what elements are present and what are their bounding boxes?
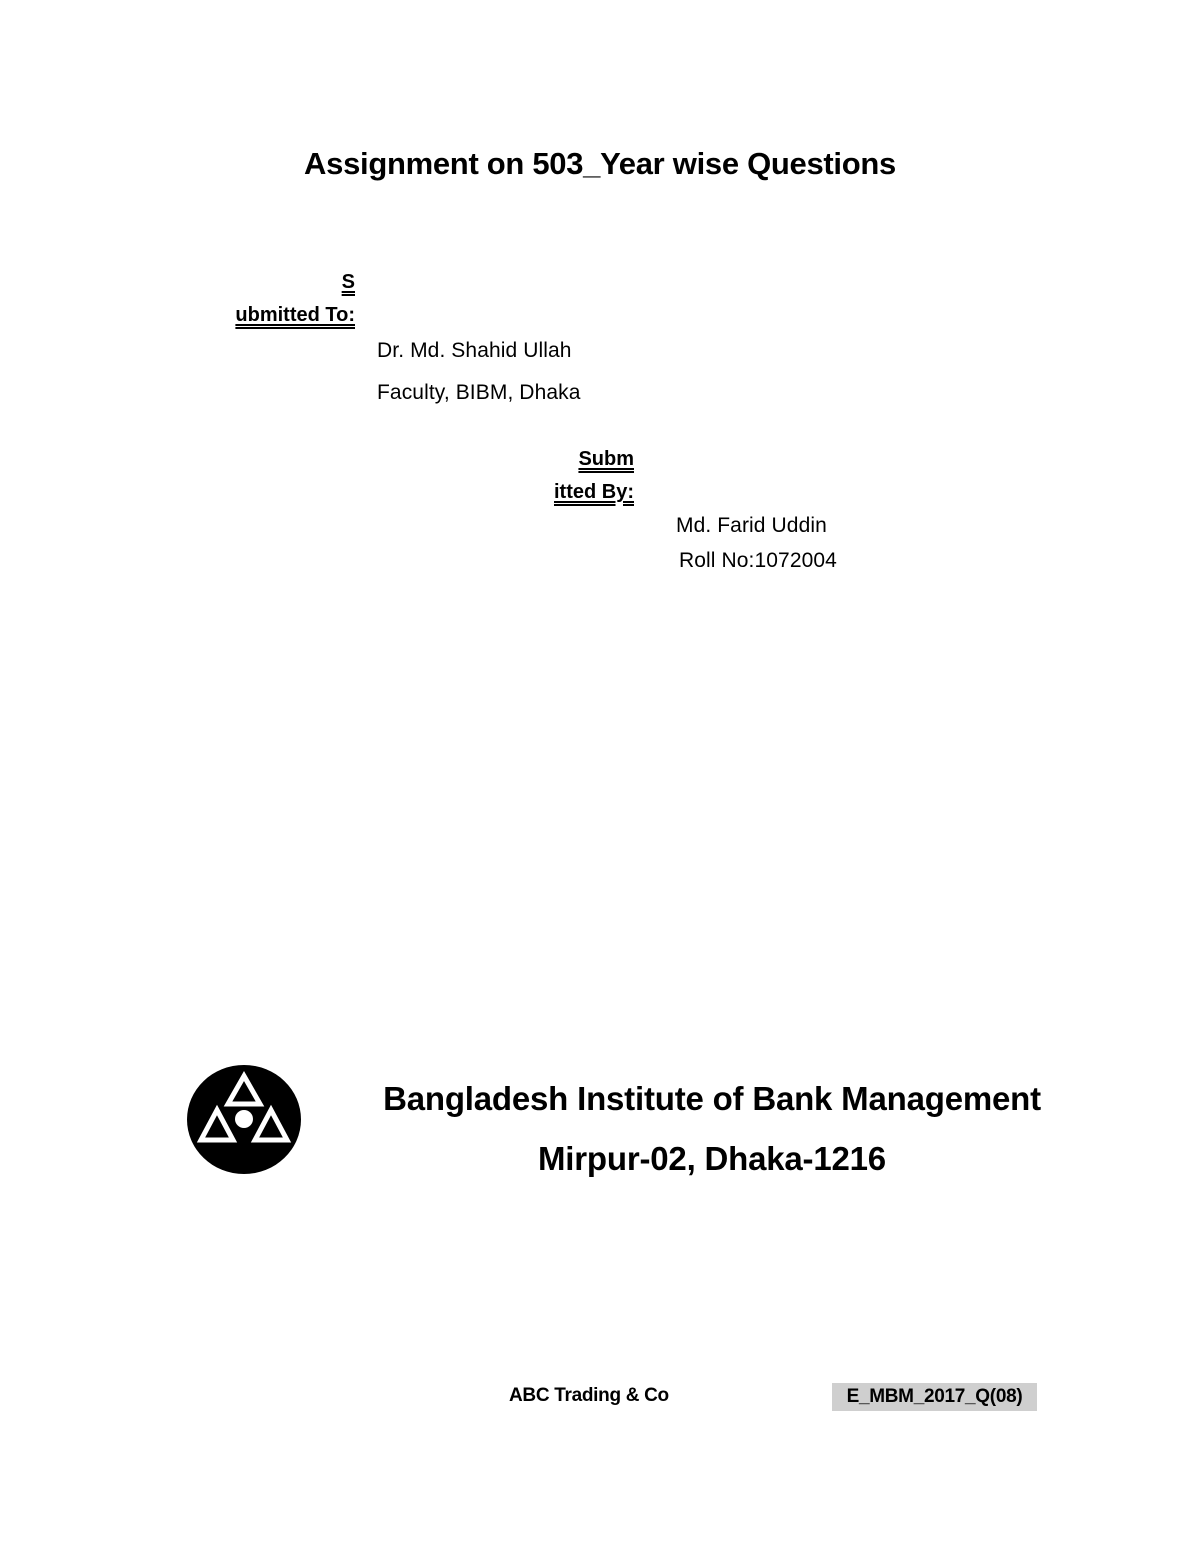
submitted-to-label-line1: S	[341, 271, 355, 293]
footer-code: E_MBM_2017_Q(08)	[832, 1383, 1037, 1411]
submitted-by-roll: Roll No:1072004	[679, 549, 837, 572]
submitted-by-name: Md. Farid Uddin	[676, 514, 827, 537]
institution-address: Mirpur-02, Dhaka-1216	[538, 1140, 886, 1177]
document-title: Assignment on 503_Year wise Questions	[304, 146, 896, 181]
submitted-by-label-line2: itted By:	[554, 481, 634, 503]
submitted-to-label-line2: ubmitted To:	[235, 304, 355, 326]
bibm-logo-icon	[186, 1064, 302, 1175]
footer-company: ABC Trading & Co	[509, 1385, 669, 1406]
submitted-to-position: Faculty, BIBM, Dhaka	[377, 381, 581, 404]
institution-name: Bangladesh Institute of Bank Management	[383, 1080, 1041, 1117]
submitted-by-label-line1: Subm	[578, 448, 634, 470]
submitted-to-name: Dr. Md. Shahid Ullah	[377, 339, 572, 362]
